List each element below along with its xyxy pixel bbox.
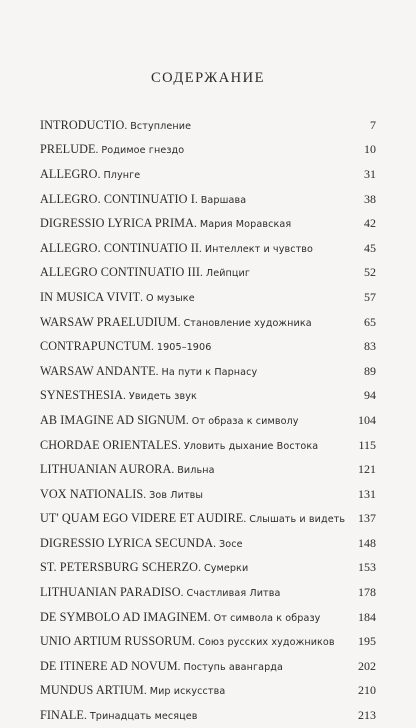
toc-entry-latin-title: ST. PETERSBURG SCHERZO: [40, 560, 199, 575]
toc-entry-latin-title: DE ITINERE AD NOVUM: [40, 658, 178, 673]
toc-entry-page-number: 178: [358, 585, 376, 600]
toc-entry-latin-title: LITHUANIAN PARADISO: [40, 585, 181, 600]
toc-entry-latin-title: VOX NATIONALIS: [40, 486, 144, 501]
toc-entry-separator: .: [155, 365, 159, 378]
toc-entry-separator: .: [243, 513, 247, 526]
toc-entry-separator: .: [143, 488, 147, 501]
toc-entry-latin-title: DIGRESSIO LYRICA SECUNDA: [40, 535, 214, 550]
toc-entry: [40, 507, 376, 532]
toc-entry-russian-title: На пути к Парнасу: [161, 366, 258, 378]
toc-entry-text: [40, 290, 195, 305]
toc-entry-russian-title: Мир искусства: [149, 686, 226, 698]
toc-entry-latin-title: WARSAW PRAELUDIUM: [40, 314, 178, 329]
toc-entry-separator: .: [140, 291, 144, 304]
toc-entry-text: [40, 364, 257, 379]
toc-entry-separator: .: [171, 464, 175, 477]
toc-entry: [40, 433, 376, 458]
toc-entry-russian-title: Лейпциг: [205, 268, 251, 280]
toc-entry-russian-title: Поступь авангарда: [183, 661, 284, 673]
toc-entry-text: [40, 634, 335, 649]
toc-entry-latin-title: SYNESTHESIA: [40, 388, 124, 403]
toc-entry-page-number: 42: [364, 216, 376, 231]
toc-entry-page-number: 57: [364, 289, 376, 304]
toc-entry-russian-title: Плунге: [103, 169, 141, 181]
toc-list: [40, 113, 376, 728]
toc-entry: [40, 138, 376, 163]
toc-entry-text: [40, 265, 250, 280]
toc-entry-russian-title: Уловить дыхание Востока: [183, 440, 319, 452]
toc-entry-separator: .: [194, 218, 197, 231]
toc-entry-separator: .: [83, 710, 87, 723]
toc-entry-text: [40, 462, 215, 477]
toc-entry-page-number: 89: [364, 363, 376, 378]
toc-entry-russian-title: От образа к символу: [191, 415, 299, 427]
toc-entry-text: [40, 659, 283, 674]
toc-entry-russian-title: Слышать и видеть: [249, 514, 346, 526]
toc-entry-text: [40, 192, 246, 207]
toc-entry-russian-title: Тринадцать месяцев: [89, 711, 198, 723]
toc-entry-russian-title: Вильна: [177, 465, 215, 477]
toc-entry-separator: .: [213, 537, 217, 550]
toc-entry-latin-title: DE SYMBOLO AD IMAGINEM: [40, 609, 208, 624]
toc-entry: [40, 457, 376, 482]
toc-entry-latin-title: UT' QUAM EGO VIDERE ET AUDIRE: [40, 511, 244, 526]
toc-entry-text: [40, 585, 280, 600]
toc-entry-latin-title: CHORDAE ORIENTALES: [40, 437, 178, 452]
toc-entry-latin-title: UNIO ARTIUM RUSSORUM: [40, 634, 193, 649]
toc-entry-separator: .: [194, 193, 198, 206]
toc-entry-page-number: 195: [358, 634, 376, 649]
toc-entry-russian-title: Счастливая Литва: [186, 588, 281, 600]
toc-entry-russian-title: Становление художника: [183, 317, 312, 329]
toc-entry: [40, 261, 376, 286]
toc-entry-latin-title: PRELUDE: [40, 142, 96, 157]
toc-entry: [40, 211, 376, 236]
toc-entry: [40, 113, 376, 138]
toc-entry-russian-title: Мария Моравская: [199, 219, 292, 231]
toc-entry-page-number: 31: [364, 166, 376, 181]
toc-entry-separator: .: [207, 611, 211, 624]
toc-entry-text: [40, 511, 345, 526]
toc-entry: [40, 408, 376, 433]
toc-entry-russian-title: Вступление: [130, 120, 192, 132]
toc-entry-page-number: 148: [358, 535, 376, 550]
toc-entry-separator: .: [200, 267, 203, 280]
toc-entry: [40, 605, 376, 630]
toc-entry-latin-title: IN MUSICA VIVIT: [40, 289, 141, 304]
toc-entry-text: [40, 536, 243, 551]
toc-entry-page-number: 83: [364, 339, 376, 354]
toc-entry: [40, 384, 376, 409]
toc-entry-separator: .: [185, 414, 189, 427]
toc-entry: [40, 580, 376, 605]
toc-entry-latin-title: INTRODUCTIO: [40, 117, 125, 132]
toc-entry: [40, 654, 376, 679]
toc-entry-text: [40, 241, 313, 256]
toc-entry-page-number: 210: [358, 683, 376, 698]
toc-entry-separator: .: [95, 144, 99, 157]
toc-entry-separator: .: [199, 242, 202, 255]
toc-entry-page-number: 153: [358, 560, 376, 575]
toc-entry: [40, 679, 376, 704]
toc-entry-page-number: 137: [358, 511, 376, 526]
toc-entry-text: [40, 388, 197, 403]
toc-entry-separator: .: [97, 168, 101, 181]
toc-entry: [40, 359, 376, 384]
toc-entry-latin-title: AB IMAGINE AD SIGNUM: [40, 412, 186, 427]
toc-entry-page-number: 202: [358, 658, 376, 673]
toc-entry-page-number: 45: [364, 240, 376, 255]
toc-entry-page-number: 10: [364, 142, 376, 157]
toc-entry-text: [40, 413, 299, 428]
toc-entry-text: [40, 610, 320, 625]
toc-entry-russian-title: Зосе: [219, 538, 243, 550]
toc-entry-russian-title: Варшава: [200, 194, 247, 206]
toc-entry-page-number: 104: [358, 412, 376, 427]
toc-entry-separator: .: [143, 685, 147, 698]
toc-entry-page-number: 115: [358, 437, 376, 452]
toc-entry-page-number: 65: [364, 314, 376, 329]
toc-entry: [40, 162, 376, 187]
toc-entry-latin-title: ALLEGRO. CONTINUATIO I: [40, 191, 195, 206]
toc-entry-russian-title: Интеллект и чувство: [204, 243, 314, 255]
toc-entry-separator: .: [123, 390, 126, 403]
toc-entry-text: [40, 339, 211, 354]
toc-entry-latin-title: ALLEGRO: [40, 166, 98, 181]
toc-entry-text: [40, 315, 312, 330]
toc-entry-text: [40, 167, 140, 182]
toc-entry-latin-title: FINALE: [40, 708, 84, 723]
toc-entry-separator: .: [177, 316, 181, 329]
toc-entry-separator: .: [177, 439, 181, 452]
toc-entry-separator: .: [177, 660, 181, 673]
toc-entry: [40, 556, 376, 581]
toc-entry-page-number: 52: [364, 265, 376, 280]
toc-entry-latin-title: CONTRAPUNCTUM: [40, 339, 151, 354]
toc-entry-text: [40, 438, 318, 453]
toc-entry-page-number: 213: [358, 708, 376, 723]
toc-entry: [40, 531, 376, 556]
toc-entry-page-number: 7: [370, 117, 376, 132]
toc-entry-text: [40, 118, 191, 133]
toc-entry-page-number: 184: [358, 609, 376, 624]
toc-entry-russian-title: Увидеть звук: [128, 391, 197, 403]
toc-entry: [40, 310, 376, 335]
toc-entry-page-number: 94: [364, 388, 376, 403]
toc-entry-page-number: 121: [358, 462, 376, 477]
toc-entry-page-number: 38: [364, 191, 376, 206]
toc-entry-latin-title: ALLEGRO. CONTINUATIO II: [40, 240, 200, 255]
toc-entry-latin-title: ALLEGRO CONTINUATIO III: [40, 265, 201, 280]
toc-entry-russian-title: О музыке: [146, 292, 195, 304]
toc-entry-latin-title: LITHUANIAN AURORA: [40, 462, 172, 477]
toc-entry: [40, 703, 376, 728]
toc-entry-separator: .: [151, 341, 154, 354]
toc-entry-russian-title: Союз русских художников: [198, 637, 335, 649]
toc-entry: [40, 285, 376, 310]
toc-entry-separator: .: [192, 636, 196, 649]
toc-entry-text: [40, 560, 248, 575]
toc-entry-russian-title: Сумерки: [203, 563, 249, 575]
toc-title: СОДЕРЖАНИЕ: [151, 70, 265, 86]
toc-entry-russian-title: От символа к образу: [213, 612, 321, 624]
toc-entry-russian-title: 1905–1906: [156, 342, 212, 354]
toc-entry-latin-title: MUNDUS ARTIUM: [40, 683, 144, 698]
toc-entry-latin-title: DIGRESSIO LYRICA PRIMA: [40, 216, 195, 231]
toc-entry-separator: .: [198, 562, 201, 575]
toc-entry-separator: .: [180, 587, 184, 600]
toc-entry: [40, 334, 376, 359]
toc-entry-text: [40, 216, 291, 231]
toc-entry-latin-title: WARSAW ANDANTE: [40, 363, 156, 378]
toc-entry-separator: .: [124, 119, 128, 132]
toc-entry-text: [40, 142, 184, 157]
toc-entry: [40, 236, 376, 261]
toc-entry-russian-title: Зов Литвы: [149, 489, 204, 501]
toc-entry: [40, 187, 376, 212]
toc-entry: [40, 629, 376, 654]
toc-entry: [40, 482, 376, 507]
toc-entry-text: [40, 487, 203, 502]
toc-entry-page-number: 131: [358, 486, 376, 501]
toc-entry-text: [40, 708, 198, 723]
toc-entry-russian-title: Родимое гнездо: [101, 145, 185, 157]
toc-entry-text: [40, 683, 225, 698]
